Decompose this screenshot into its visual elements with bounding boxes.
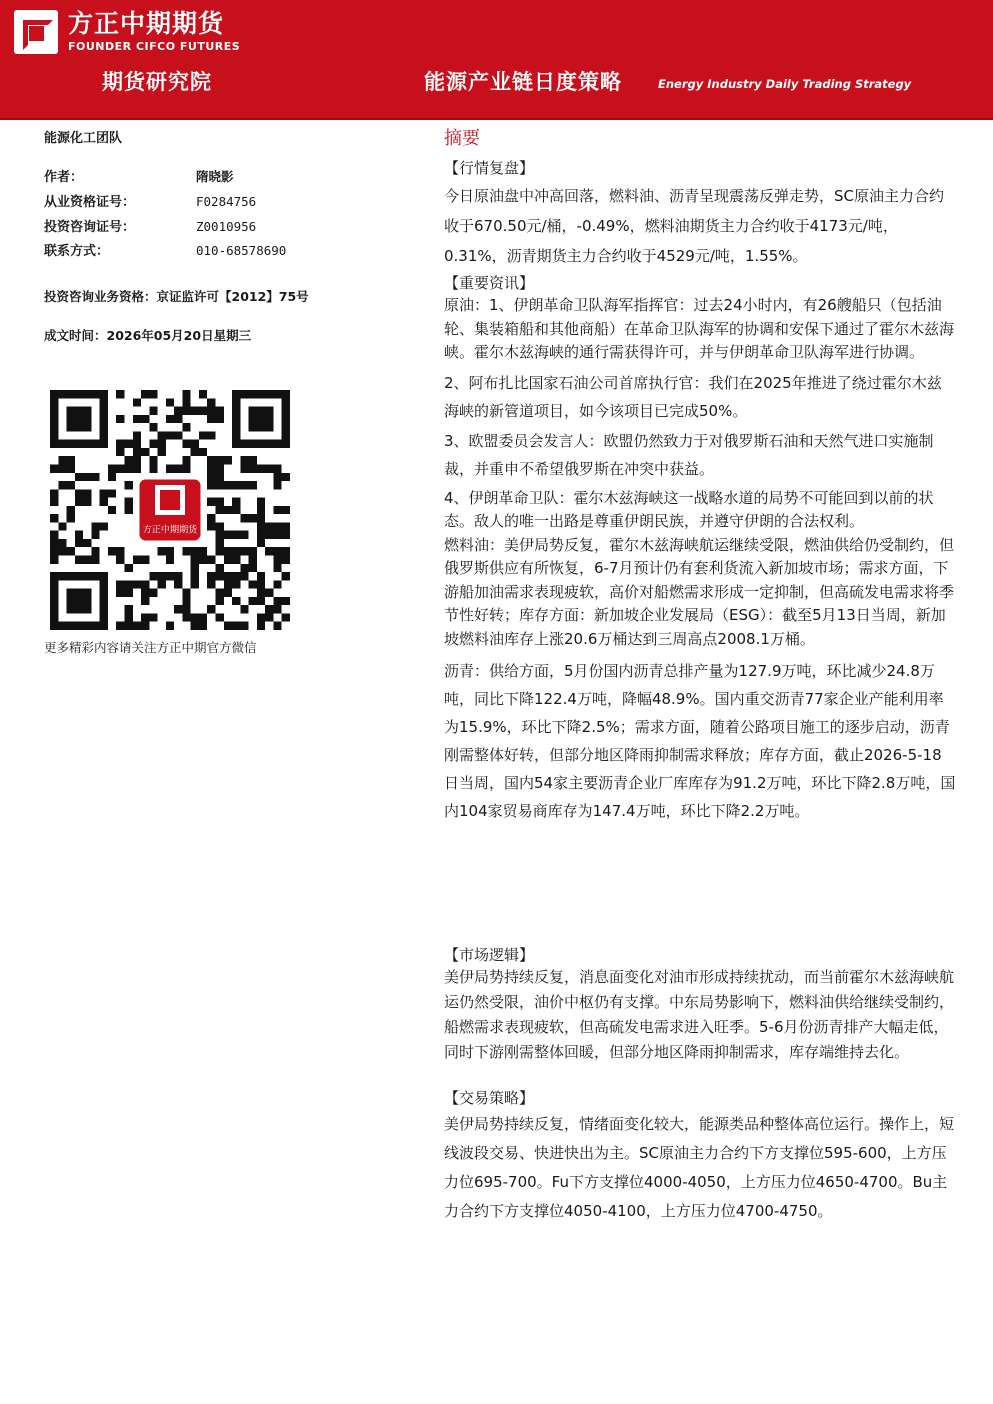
company-name-cn: 方正中期期货: [68, 9, 225, 38]
company-name-en: FOUNDER CIFCO FUTURES: [68, 40, 241, 53]
company-logo-icon: [14, 10, 58, 54]
market-review-text: 今日原油盘中冲高回落，燃料油、沥青呈现震荡反弹走势，SC原油主力合约收于670.50元/桶，-0.49%，燃料油期货主力合约收于4173元/吨，0.31%，沥青期货主力合约收于4529元/吨，1.55%。: [444, 187, 944, 265]
consult-row: [44, 216, 256, 235]
header-banner: [0, 0, 993, 118]
license-label: 从业资格证号：: [44, 195, 136, 210]
logic-heading: 【市场逻辑】: [444, 946, 535, 964]
news-item: 原油：1、伊朗革命卫队海军指挥官：过去24小时内，有26艘船只（包括油轮、集装箱船和其他商船）在革命卫队海军的协调和安保下通过了霍尔木兹海峡。霍尔木兹海峡的通行需获得许可，并与伊朗革命卫队海军进行协调。: [444, 296, 955, 361]
contact-value: 010-68578690: [196, 243, 287, 258]
institute-name: 期货研究院: [102, 70, 212, 94]
market-review-section: [444, 157, 956, 271]
market-review-heading: 【行情复盘】: [444, 159, 535, 177]
license-value: F0284756: [196, 194, 257, 209]
author-value: 隋晓影: [196, 169, 234, 184]
wechat-qr-code-icon: [50, 390, 290, 630]
report-title-en: Energy Industry Daily Trading Strategy: [658, 77, 912, 91]
logic-text: 美伊局势持续反复，消息面变化对油市形成持续扰动，而当前霍尔木兹海峡航运仍然受限，油价中枢仍有支撑。中东局势影响下，燃料油供给继续受制约，船燃需求表现疲软，但高硫发电需求进入旺季。5-6月份沥青排产大幅走低，同时下游刚需整体回暖，但部分地区降雨抑制需求，库存端维持去化。: [444, 968, 955, 1061]
strategy-heading: 【交易策略】: [444, 1089, 535, 1107]
consult-label: 投资咨询证号：: [44, 220, 136, 235]
author-row: [44, 166, 234, 185]
contact-row: [44, 240, 286, 259]
report-title: 能源产业链日度策略: [424, 70, 622, 94]
publish-date: 成文时间：2026年05月20日星期三: [44, 328, 252, 343]
license-row: [44, 191, 256, 210]
news-item: 沥青：供给方面，5月份国内沥青总排产量为127.9万吨，环比减少24.8万吨，同比下降122.4万吨，降幅48.9%。国内重交沥青77家企业产能利用率为15.9%，环比下降2.5%；需求方面，随着公路项目施工的逐步启动，沥青刚需整体好转，但部分地区降雨抑制需求释放；库存方面，截止2026-5-18日当周，国内54家主要沥青企业厂库库存为91.2万吨，环比下降2.8万吨，国内104家贸易商库存为147.4万吨，环比下降2.2万吨。: [444, 662, 956, 820]
qr-caption: 更多精彩内容请关注方正中期官方微信: [44, 640, 257, 655]
contact-label: 联系方式：: [44, 244, 110, 259]
summary-title: 摘要: [444, 128, 480, 149]
author-label: 作者：: [44, 170, 84, 185]
news-item: 燃料油：美伊局势反复，霍尔木兹海峡航运继续受限，燃油供给仍受制约，但俄罗斯供应有所恢复，6-7月预计仍有套利货流入新加坡市场；需求方面，下游船加油需求表现疲软，高价对船燃需求形成一定抑制，但高硫发电需求将季节性好转；库存方面：新加坡企业发展局（ESG）：截至5月13日当周，新加坡燃料油库存上涨20.6万桶达到三周高点2008.1万桶。: [444, 535, 955, 648]
consult-value: Z0010956: [196, 219, 257, 234]
news-item: 3、欧盟委员会发言人：欧盟仍然致力于对俄罗斯石油和天然气进口实施制裁，并重申不希望俄罗斯在冲突中获益。: [444, 431, 934, 478]
header-divider: [0, 118, 993, 120]
team-name: 能源化工团队: [44, 131, 123, 146]
qualification: 投资咨询业务资格：京证监许可【2012】75号: [44, 289, 309, 304]
qr-logo-text: 方正中期期货: [142, 525, 198, 536]
news-heading: 【重要资讯】: [444, 274, 535, 292]
strategy-section: [444, 1087, 956, 1226]
news-section: [444, 272, 956, 825]
logic-section: [444, 944, 956, 1065]
strategy-text: 美伊局势持续反复，情绪面变化较大，能源类品种整体高位运行。操作上，短线波段交易、快进快出为主。SC原油主力合约下方支撑位595-600，上方压力位695-700。Fu下方支撑位4000-4050，上方压力位4650-4700。Bu主力合约下方支撑位4050-4100，上方压力位4700-4750。: [444, 1115, 955, 1220]
news-item: 4、伊朗革命卫队：霍尔木兹海峡这一战略水道的局势不可能回到以前的状态。敌人的唯一出路是尊重伊朗民族，并遵守伊朗的合法权利。: [444, 488, 934, 530]
news-item: 2、阿布扎比国家石油公司首席执行官：我们在2025年推进了绕过霍尔木兹海峡的新管道项目，如今该项目已完成50%。: [444, 373, 942, 420]
